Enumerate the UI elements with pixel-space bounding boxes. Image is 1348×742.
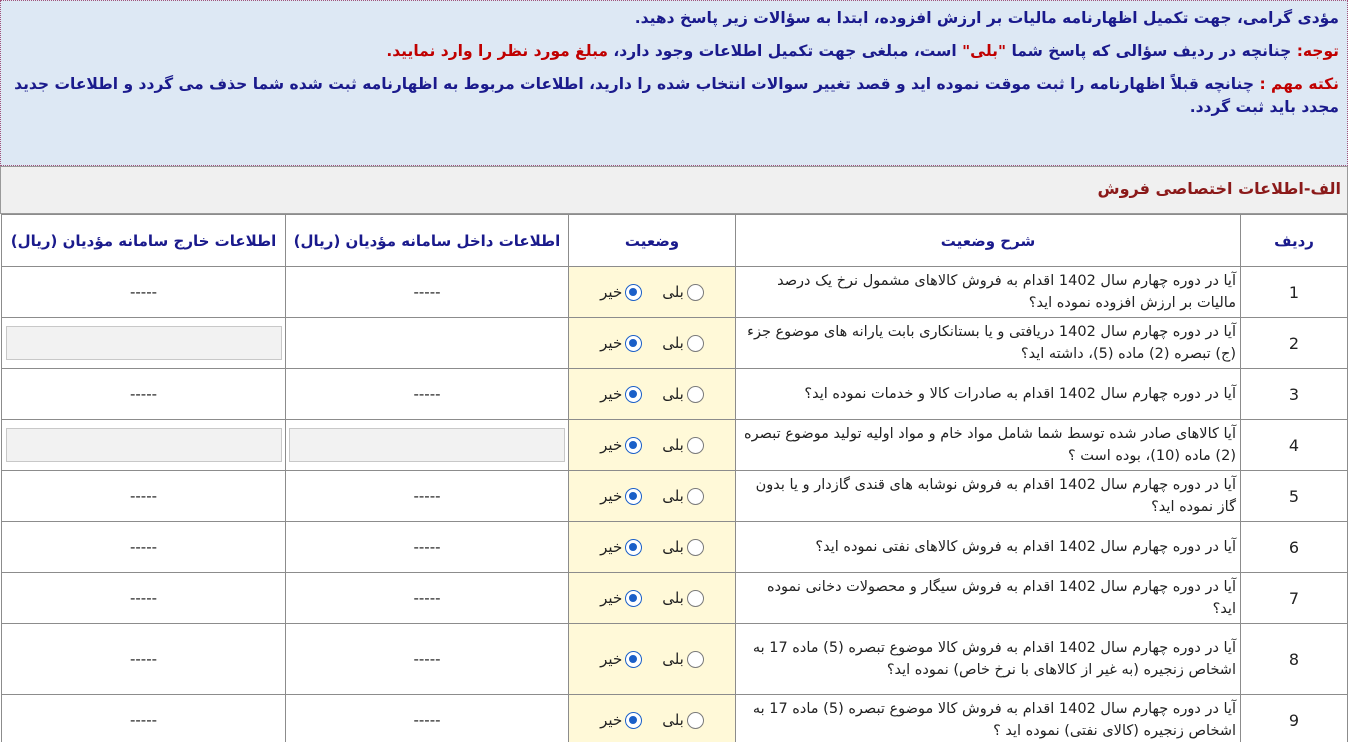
row-inside-system: [286, 369, 569, 420]
row-description: آیا در دوره چهارم سال 1402 اقدام به فروش سیگار و محصولات دخانی نموده اید؟: [736, 573, 1241, 624]
inside-value: -----: [413, 283, 441, 301]
no-radio[interactable]: [625, 590, 642, 607]
attention-text-a: چنانچه در ردیف سؤالی که پاسخ شما: [1006, 42, 1297, 60]
no-option[interactable]: [600, 589, 642, 607]
yes-option[interactable]: [662, 385, 704, 403]
no-label: خیر: [600, 283, 623, 301]
yes-radio[interactable]: [687, 335, 704, 352]
row-outside-system: [2, 471, 286, 522]
row-number: 4: [1241, 420, 1348, 471]
section-title: الف-اطلاعات اختصاصی فروش: [0, 166, 1348, 214]
row-description: آیا در دوره چهارم سال 1402 اقدام به صادرات کالا و خدمات نموده اید؟: [736, 369, 1241, 420]
table-row: [2, 573, 1348, 624]
outside-value: -----: [129, 487, 158, 505]
no-radio[interactable]: [625, 712, 642, 729]
important-text: چنانچه قبلاً اظهارنامه را ثبت موقت نموده اید و قصد تغییر سوالات انتخاب شده را دارید، اطلاعات مربوط به اظهارنامه ثبت شده شما حذف می گردد و اطلاعات جدید مجدد باید ثبت گردد.: [14, 75, 1339, 116]
yes-label: بلی: [662, 334, 684, 352]
no-label: خیر: [600, 334, 623, 352]
no-label: خیر: [600, 650, 623, 668]
row-status: [569, 369, 736, 420]
outside-value: -----: [129, 283, 158, 301]
inside-amount-input[interactable]: [289, 428, 565, 462]
no-option[interactable]: [600, 385, 642, 403]
no-label: خیر: [600, 711, 623, 729]
row-status: [569, 318, 736, 369]
inside-value: -----: [413, 650, 441, 668]
table-row: [2, 471, 1348, 522]
header-description: شرح وضعیت: [736, 215, 1241, 267]
table-row: [2, 369, 1348, 420]
row-inside-system: [286, 573, 569, 624]
row-status: [569, 522, 736, 573]
yes-label: بلی: [662, 283, 684, 301]
row-inside-system: [286, 624, 569, 695]
no-label: خیر: [600, 538, 623, 556]
row-inside-system: [286, 522, 569, 573]
yes-radio[interactable]: [687, 651, 704, 668]
attention-red-text: مبلغ مورد نظر را وارد نمایید.: [386, 42, 608, 60]
row-outside-system: [2, 369, 286, 420]
yes-label: بلی: [662, 711, 684, 729]
notice-attention: [7, 40, 1339, 63]
attention-label: توجه:: [1296, 42, 1339, 60]
outside-value: -----: [129, 589, 158, 607]
outside-value: -----: [129, 385, 158, 403]
header-outside-system: اطلاعات خارج سامانه مؤدیان (ریال): [2, 215, 286, 267]
notice-box: [0, 0, 1348, 166]
yes-radio[interactable]: [687, 437, 704, 454]
no-option[interactable]: [600, 650, 642, 668]
no-option[interactable]: [600, 711, 642, 729]
table-row: [2, 318, 1348, 369]
row-description: آیا کالاهای صادر شده توسط شما شامل مواد خام و مواد اولیه تولید موضوع تبصره (2) ماده (10)، بوده است ؟: [736, 420, 1241, 471]
row-number: 8: [1241, 624, 1348, 695]
inside-value: -----: [413, 711, 441, 729]
row-inside-system: [286, 695, 569, 742]
outside-amount-input[interactable]: [6, 326, 282, 360]
notice-important: [7, 73, 1339, 119]
no-label: خیر: [600, 436, 623, 454]
row-inside-system: [286, 471, 569, 522]
yes-label: بلی: [662, 385, 684, 403]
outside-value: -----: [129, 650, 158, 668]
no-option[interactable]: [600, 334, 642, 352]
yes-label: بلی: [662, 487, 684, 505]
table-row: [2, 624, 1348, 695]
row-outside-system: [2, 420, 286, 471]
yes-label: بلی: [662, 589, 684, 607]
row-description: آیا در دوره چهارم سال 1402 اقدام به فروش کالا موضوع تبصره (5) ماده 17 به اشخاص زنجیره (کالای نفتی) نموده اید ؟: [736, 695, 1241, 742]
row-outside-system: [2, 695, 286, 742]
row-description: آیا در دوره چهارم سال 1402 اقدام به فروش نوشابه های قندی گازدار و یا بدون گاز نموده اید؟: [736, 471, 1241, 522]
no-radio[interactable]: [625, 488, 642, 505]
inside-value: -----: [413, 385, 441, 403]
yes-label: بلی: [662, 436, 684, 454]
table-row: [2, 695, 1348, 742]
row-inside-system: [286, 318, 569, 369]
no-radio[interactable]: [625, 651, 642, 668]
table-row: [2, 420, 1348, 471]
row-outside-system: [2, 573, 286, 624]
row-status: [569, 471, 736, 522]
yes-radio[interactable]: [687, 488, 704, 505]
yes-option[interactable]: [662, 487, 704, 505]
attention-yes: "بلی": [962, 42, 1007, 60]
row-number: 5: [1241, 471, 1348, 522]
row-outside-system: [2, 624, 286, 695]
row-number: 9: [1241, 695, 1348, 742]
yes-radio[interactable]: [687, 386, 704, 403]
yes-label: بلی: [662, 538, 684, 556]
row-number: 3: [1241, 369, 1348, 420]
row-status: [569, 624, 736, 695]
yes-option[interactable]: [662, 283, 704, 301]
row-status: [569, 695, 736, 742]
row-description: آیا در دوره چهارم سال 1402 اقدام به فروش کالا موضوع تبصره (5) ماده 17 به اشخاص زنجیره (به غیر از کالاهای با نرخ خاص) نموده اید؟: [736, 624, 1241, 695]
no-label: خیر: [600, 487, 623, 505]
yes-radio[interactable]: [687, 712, 704, 729]
row-outside-system: [2, 318, 286, 369]
yes-option[interactable]: [662, 538, 704, 556]
row-outside-system: [2, 267, 286, 318]
no-option[interactable]: [600, 487, 642, 505]
inside-value: -----: [413, 589, 441, 607]
notice-intro: مؤدی گرامی، جهت تکمیل اظهارنامه مالیات بر ارزش افزوده، ابتدا به سؤالات زیر پاسخ دهید.: [634, 9, 1339, 27]
no-radio[interactable]: [625, 437, 642, 454]
outside-amount-input[interactable]: [6, 428, 282, 462]
no-radio[interactable]: [625, 539, 642, 556]
outside-value: -----: [129, 711, 158, 729]
row-status: [569, 420, 736, 471]
attention-text-b: است، مبلغی جهت تکمیل اطلاعات وجود دارد،: [608, 42, 963, 60]
no-radio[interactable]: [625, 284, 642, 301]
no-radio[interactable]: [625, 335, 642, 352]
yes-option[interactable]: [662, 711, 704, 729]
table-row: [2, 522, 1348, 573]
yes-option[interactable]: [662, 650, 704, 668]
row-description: آیا در دوره چهارم سال 1402 اقدام به فروش کالاهای مشمول نرخ یک درصد مالیات بر ارزش افزوده نموده اید؟: [736, 267, 1241, 318]
table-row: [2, 267, 1348, 318]
yes-option[interactable]: [662, 589, 704, 607]
important-label: نکته مهم :: [1259, 75, 1339, 93]
yes-radio[interactable]: [687, 284, 704, 301]
row-number: 7: [1241, 573, 1348, 624]
header-status: وضعیت: [569, 215, 736, 267]
no-option[interactable]: [600, 538, 642, 556]
row-description: آیا در دوره چهارم سال 1402 دریافتی و یا بستانکاری بابت یارانه های موضوع جزء (ج) تبصره (2) ماده (5)، داشته اید؟: [736, 318, 1241, 369]
row-description: آیا در دوره چهارم سال 1402 اقدام به فروش کالاهای نفتی نموده اید؟: [736, 522, 1241, 573]
row-number: 1: [1241, 267, 1348, 318]
no-option[interactable]: [600, 436, 642, 454]
row-status: [569, 267, 736, 318]
header-inside-system: اطلاعات داخل سامانه مؤدیان (ریال): [286, 215, 569, 267]
no-label: خیر: [600, 385, 623, 403]
row-status: [569, 573, 736, 624]
yes-option[interactable]: [662, 334, 704, 352]
yes-radio[interactable]: [687, 539, 704, 556]
questions-table: [1, 214, 1348, 742]
no-label: خیر: [600, 589, 623, 607]
row-inside-system: [286, 267, 569, 318]
row-inside-system: [286, 420, 569, 471]
header-row-number: ردیف: [1241, 215, 1348, 267]
inside-value: -----: [413, 538, 441, 556]
no-radio[interactable]: [625, 386, 642, 403]
row-outside-system: [2, 522, 286, 573]
yes-radio[interactable]: [687, 590, 704, 607]
row-number: 2: [1241, 318, 1348, 369]
yes-label: بلی: [662, 650, 684, 668]
outside-value: -----: [129, 538, 158, 556]
no-option[interactable]: [600, 283, 642, 301]
row-number: 6: [1241, 522, 1348, 573]
yes-option[interactable]: [662, 436, 704, 454]
table-header-row: [2, 215, 1348, 267]
inside-value: -----: [413, 487, 441, 505]
